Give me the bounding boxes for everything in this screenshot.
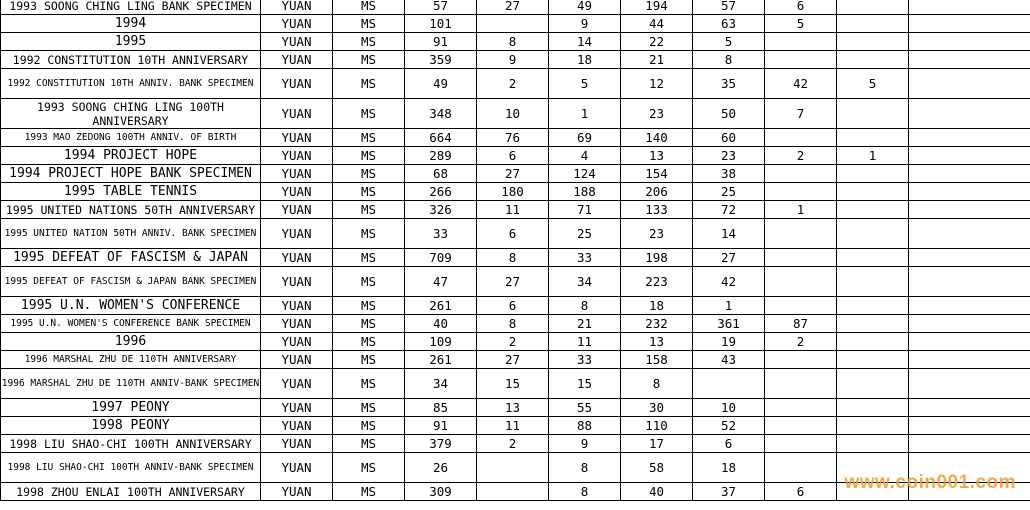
currency-cell: YUAN — [261, 147, 333, 165]
count-cell: 14 — [549, 33, 621, 51]
count-cell — [765, 297, 837, 315]
count-cell — [909, 201, 1030, 219]
count-cell: 34 — [405, 369, 477, 399]
count-cell: 8 — [477, 249, 549, 267]
count-cell: 6 — [765, 0, 837, 15]
count-cell: 23 — [621, 99, 693, 129]
count-cell: 38 — [693, 165, 765, 183]
currency-cell: YUAN — [261, 219, 333, 249]
grade-cell: MS — [333, 399, 405, 417]
count-cell: 154 — [621, 165, 693, 183]
count-cell: 19 — [693, 333, 765, 351]
count-cell — [765, 51, 837, 69]
count-cell — [765, 399, 837, 417]
grade-cell: MS — [333, 249, 405, 267]
count-cell: 55 — [549, 399, 621, 417]
count-cell: 4 — [549, 147, 621, 165]
grade-cell: MS — [333, 315, 405, 333]
count-cell — [837, 129, 909, 147]
count-cell: 13 — [477, 399, 549, 417]
table-row — [1, 165, 1030, 183]
table-row — [1, 0, 1030, 15]
count-cell: 57 — [405, 0, 477, 15]
currency-cell: YUAN — [261, 453, 333, 483]
table-row — [1, 315, 1030, 333]
count-cell — [693, 369, 765, 399]
currency-cell: YUAN — [261, 99, 333, 129]
count-cell — [909, 435, 1030, 453]
issue-name-cell: 1994 PROJECT HOPE — [1, 147, 261, 165]
count-cell: 27 — [477, 267, 549, 297]
count-cell: 52 — [693, 417, 765, 435]
issue-name-cell: 1993 SOONG CHING LING BANK SPECIMEN — [1, 0, 261, 15]
count-cell: 223 — [621, 267, 693, 297]
issue-name-cell: 1995 DEFEAT OF FASCISM & JAPAN — [1, 249, 261, 267]
count-cell: 261 — [405, 351, 477, 369]
currency-cell: YUAN — [261, 267, 333, 297]
table-row — [1, 69, 1030, 99]
grade-cell: MS — [333, 165, 405, 183]
table-body — [1, 0, 1030, 501]
count-cell: 101 — [405, 15, 477, 33]
count-cell: 63 — [693, 15, 765, 33]
issue-name-cell: 1998 LIU SHAO-CHI 100TH ANNIV-BANK SPECIMEN — [1, 453, 261, 483]
count-cell — [837, 219, 909, 249]
currency-cell: YUAN — [261, 0, 333, 15]
table-row — [1, 15, 1030, 33]
count-cell: 359 — [405, 51, 477, 69]
count-cell: 6 — [477, 219, 549, 249]
count-cell — [909, 33, 1030, 51]
count-cell — [837, 315, 909, 333]
issue-name-cell: 1994 PROJECT HOPE BANK SPECIMEN — [1, 165, 261, 183]
count-cell: 289 — [405, 147, 477, 165]
currency-cell: YUAN — [261, 399, 333, 417]
grade-cell: MS — [333, 483, 405, 501]
count-cell: 57 — [693, 0, 765, 15]
count-cell — [909, 51, 1030, 69]
count-cell: 18 — [693, 453, 765, 483]
currency-cell: YUAN — [261, 183, 333, 201]
count-cell: 49 — [405, 69, 477, 99]
count-cell: 188 — [549, 183, 621, 201]
count-cell: 85 — [405, 399, 477, 417]
count-cell: 12 — [621, 69, 693, 99]
issue-name-cell: 1995 TABLE TENNIS — [1, 183, 261, 201]
count-cell — [837, 249, 909, 267]
count-cell: 709 — [405, 249, 477, 267]
count-cell: 9 — [477, 51, 549, 69]
count-cell: 30 — [621, 399, 693, 417]
table-row — [1, 51, 1030, 69]
count-cell: 5 — [549, 69, 621, 99]
table-row — [1, 33, 1030, 51]
count-cell: 34 — [549, 267, 621, 297]
count-cell: 2 — [765, 333, 837, 351]
count-cell — [837, 99, 909, 129]
count-cell: 37 — [693, 483, 765, 501]
count-cell: 35 — [693, 69, 765, 99]
issue-name-cell: 1995 U.N. WOMEN'S CONFERENCE — [1, 297, 261, 315]
issue-name-cell: 1997 PEONY — [1, 399, 261, 417]
count-cell — [909, 369, 1030, 399]
count-cell — [909, 99, 1030, 129]
count-cell: 133 — [621, 201, 693, 219]
count-cell — [837, 201, 909, 219]
grade-cell: MS — [333, 33, 405, 51]
count-cell — [837, 51, 909, 69]
count-cell: 6 — [693, 435, 765, 453]
count-cell: 14 — [693, 219, 765, 249]
count-cell: 87 — [765, 315, 837, 333]
table-row — [1, 435, 1030, 453]
count-cell — [909, 0, 1030, 15]
count-cell: 25 — [693, 183, 765, 201]
grade-cell: MS — [333, 15, 405, 33]
count-cell — [909, 183, 1030, 201]
count-cell: 11 — [477, 417, 549, 435]
count-cell: 158 — [621, 351, 693, 369]
count-cell — [765, 33, 837, 51]
count-cell: 8 — [477, 315, 549, 333]
table-row — [1, 201, 1030, 219]
count-cell: 43 — [693, 351, 765, 369]
count-cell — [477, 483, 549, 501]
count-cell: 69 — [549, 129, 621, 147]
count-cell: 33 — [405, 219, 477, 249]
count-cell: 8 — [693, 51, 765, 69]
count-cell: 18 — [549, 51, 621, 69]
count-cell: 21 — [549, 315, 621, 333]
count-cell: 194 — [621, 0, 693, 15]
grade-cell: MS — [333, 183, 405, 201]
count-cell: 7 — [765, 99, 837, 129]
count-cell: 9 — [549, 15, 621, 33]
count-cell: 13 — [621, 333, 693, 351]
count-cell — [477, 15, 549, 33]
grade-cell: MS — [333, 453, 405, 483]
count-cell: 22 — [621, 33, 693, 51]
currency-cell: YUAN — [261, 69, 333, 99]
count-cell: 71 — [549, 201, 621, 219]
count-cell: 88 — [549, 417, 621, 435]
count-cell: 40 — [621, 483, 693, 501]
count-cell: 2 — [477, 69, 549, 99]
count-cell — [765, 267, 837, 297]
count-cell: 91 — [405, 417, 477, 435]
table-row — [1, 333, 1030, 351]
count-cell: 309 — [405, 483, 477, 501]
count-cell: 326 — [405, 201, 477, 219]
count-cell: 76 — [477, 129, 549, 147]
grade-cell: MS — [333, 435, 405, 453]
table-row — [1, 399, 1030, 417]
count-cell — [909, 15, 1030, 33]
count-cell: 15 — [477, 369, 549, 399]
count-cell: 206 — [621, 183, 693, 201]
count-cell: 8 — [621, 369, 693, 399]
count-cell — [909, 417, 1030, 435]
count-cell — [837, 15, 909, 33]
grade-cell: MS — [333, 369, 405, 399]
count-cell — [909, 399, 1030, 417]
grade-cell: MS — [333, 201, 405, 219]
count-cell: 361 — [693, 315, 765, 333]
currency-cell: YUAN — [261, 201, 333, 219]
issue-name-cell: 1995 U.N. WOMEN'S CONFERENCE BANK SPECIMEN — [1, 315, 261, 333]
count-cell — [837, 183, 909, 201]
count-cell: 1 — [693, 297, 765, 315]
currency-cell: YUAN — [261, 333, 333, 351]
count-cell: 60 — [693, 129, 765, 147]
count-cell: 26 — [405, 453, 477, 483]
currency-cell: YUAN — [261, 249, 333, 267]
count-cell: 5 — [693, 33, 765, 51]
issue-name-cell: 1996 MARSHAL ZHU DE 110TH ANNIV-BANK SPECIMEN — [1, 369, 261, 399]
count-cell: 23 — [693, 147, 765, 165]
currency-cell: YUAN — [261, 165, 333, 183]
count-cell — [837, 267, 909, 297]
count-cell — [837, 399, 909, 417]
currency-cell: YUAN — [261, 51, 333, 69]
count-cell — [909, 351, 1030, 369]
count-cell: 27 — [693, 249, 765, 267]
count-cell: 27 — [477, 0, 549, 15]
currency-cell: YUAN — [261, 417, 333, 435]
count-cell — [837, 351, 909, 369]
count-cell — [765, 219, 837, 249]
issue-name-cell: 1996 MARSHAL ZHU DE 110TH ANNIVERSARY — [1, 351, 261, 369]
count-cell: 27 — [477, 165, 549, 183]
count-cell: 27 — [477, 351, 549, 369]
table-row — [1, 297, 1030, 315]
count-cell: 58 — [621, 453, 693, 483]
count-cell: 124 — [549, 165, 621, 183]
count-cell: 664 — [405, 129, 477, 147]
count-cell: 5 — [837, 69, 909, 99]
table-row — [1, 219, 1030, 249]
count-cell — [765, 453, 837, 483]
currency-cell: YUAN — [261, 351, 333, 369]
count-cell: 47 — [405, 267, 477, 297]
count-cell — [765, 369, 837, 399]
grade-cell: MS — [333, 297, 405, 315]
count-cell: 50 — [693, 99, 765, 129]
count-cell: 8 — [549, 297, 621, 315]
grade-cell: MS — [333, 267, 405, 297]
count-cell — [909, 219, 1030, 249]
count-cell — [765, 183, 837, 201]
count-cell: 266 — [405, 183, 477, 201]
count-cell — [909, 249, 1030, 267]
watermark: www.coin001.com — [844, 472, 1016, 493]
count-cell: 8 — [477, 33, 549, 51]
count-cell: 8 — [549, 453, 621, 483]
count-cell: 6 — [765, 483, 837, 501]
count-cell: 18 — [621, 297, 693, 315]
count-cell: 6 — [477, 297, 549, 315]
table-row — [1, 147, 1030, 165]
currency-cell: YUAN — [261, 435, 333, 453]
grade-cell: MS — [333, 99, 405, 129]
count-cell — [909, 297, 1030, 315]
issue-name-cell: 1993 MAO ZEDONG 100TH ANNIV. OF BIRTH — [1, 129, 261, 147]
count-cell: 68 — [405, 165, 477, 183]
count-cell: 9 — [549, 435, 621, 453]
table-row — [1, 267, 1030, 297]
count-cell: 13 — [621, 147, 693, 165]
issue-name-cell: 1995 UNITED NATIONS 50TH ANNIVERSARY — [1, 201, 261, 219]
table-row — [1, 249, 1030, 267]
count-cell — [909, 315, 1030, 333]
count-cell: 2 — [477, 333, 549, 351]
count-cell: 44 — [621, 15, 693, 33]
count-cell: 261 — [405, 297, 477, 315]
count-cell: 33 — [549, 249, 621, 267]
grade-cell: MS — [333, 333, 405, 351]
count-cell — [837, 0, 909, 15]
table-row — [1, 369, 1030, 399]
count-cell — [909, 267, 1030, 297]
count-cell — [765, 435, 837, 453]
currency-cell: YUAN — [261, 369, 333, 399]
count-cell — [477, 453, 549, 483]
count-cell — [837, 165, 909, 183]
count-cell: 6 — [477, 147, 549, 165]
count-cell — [837, 417, 909, 435]
count-cell: 21 — [621, 51, 693, 69]
count-cell: 180 — [477, 183, 549, 201]
table-row — [1, 351, 1030, 369]
table-row — [1, 417, 1030, 435]
currency-cell: YUAN — [261, 33, 333, 51]
issue-name-cell: 1995 DEFEAT OF FASCISM & JAPAN BANK SPECIMEN — [1, 267, 261, 297]
count-cell — [837, 333, 909, 351]
issue-name-cell: 1994 — [1, 15, 261, 33]
issue-name-cell: 1998 PEONY — [1, 417, 261, 435]
count-cell — [765, 165, 837, 183]
currency-cell: YUAN — [261, 297, 333, 315]
currency-cell: YUAN — [261, 315, 333, 333]
count-cell: 140 — [621, 129, 693, 147]
count-cell — [837, 435, 909, 453]
grade-cell: MS — [333, 0, 405, 15]
issue-name-cell: 1992 CONSTITUTION 10TH ANNIV. BANK SPECIMEN — [1, 69, 261, 99]
count-cell: 33 — [549, 351, 621, 369]
grade-cell: MS — [333, 51, 405, 69]
count-cell: 91 — [405, 33, 477, 51]
count-cell: 49 — [549, 0, 621, 15]
count-cell: 110 — [621, 417, 693, 435]
grade-cell: MS — [333, 417, 405, 435]
count-cell: 109 — [405, 333, 477, 351]
issue-name-cell: 1993 SOONG CHING LING 100TH ANNIVERSARY — [1, 99, 261, 129]
count-cell — [909, 69, 1030, 99]
count-cell — [909, 147, 1030, 165]
count-cell: 5 — [765, 15, 837, 33]
count-cell — [765, 249, 837, 267]
count-cell: 2 — [477, 435, 549, 453]
currency-cell: YUAN — [261, 15, 333, 33]
count-cell: 17 — [621, 435, 693, 453]
issue-name-cell: 1992 CONSTITUTION 10TH ANNIVERSARY — [1, 51, 261, 69]
count-cell: 348 — [405, 99, 477, 129]
count-cell — [837, 33, 909, 51]
count-cell — [909, 129, 1030, 147]
grade-cell: MS — [333, 69, 405, 99]
grade-cell: MS — [333, 219, 405, 249]
count-cell — [765, 417, 837, 435]
count-cell: 10 — [693, 399, 765, 417]
count-cell: 1 — [765, 201, 837, 219]
count-cell: 23 — [621, 219, 693, 249]
count-cell: 198 — [621, 249, 693, 267]
table-row — [1, 129, 1030, 147]
count-cell: 42 — [693, 267, 765, 297]
currency-cell: YUAN — [261, 483, 333, 501]
issue-name-cell: 1998 ZHOU ENLAI 100TH ANNIVERSARY — [1, 483, 261, 501]
count-cell: 232 — [621, 315, 693, 333]
grade-cell: MS — [333, 129, 405, 147]
count-cell — [765, 129, 837, 147]
table-row — [1, 183, 1030, 201]
count-cell: 25 — [549, 219, 621, 249]
count-cell — [765, 351, 837, 369]
count-cell — [909, 333, 1030, 351]
count-cell: 379 — [405, 435, 477, 453]
issue-name-cell: 1998 LIU SHAO-CHI 100TH ANNIVERSARY — [1, 435, 261, 453]
issue-name-cell: 1995 — [1, 33, 261, 51]
count-cell: 8 — [549, 483, 621, 501]
count-cell — [837, 369, 909, 399]
count-cell: 10 — [477, 99, 549, 129]
count-cell: 42 — [765, 69, 837, 99]
count-cell: 1 — [837, 147, 909, 165]
count-cell: 15 — [549, 369, 621, 399]
table-row — [1, 99, 1030, 129]
count-cell: 72 — [693, 201, 765, 219]
currency-cell: YUAN — [261, 129, 333, 147]
count-cell: 11 — [477, 201, 549, 219]
count-cell — [909, 165, 1030, 183]
count-cell: 1 — [549, 99, 621, 129]
grade-cell: MS — [333, 351, 405, 369]
issue-name-cell: 1995 UNITED NATION 50TH ANNIV. BANK SPECIMEN — [1, 219, 261, 249]
count-cell — [837, 297, 909, 315]
count-cell: 11 — [549, 333, 621, 351]
issue-name-cell: 1996 — [1, 333, 261, 351]
count-cell: 40 — [405, 315, 477, 333]
grade-cell: MS — [333, 147, 405, 165]
count-cell: 2 — [765, 147, 837, 165]
